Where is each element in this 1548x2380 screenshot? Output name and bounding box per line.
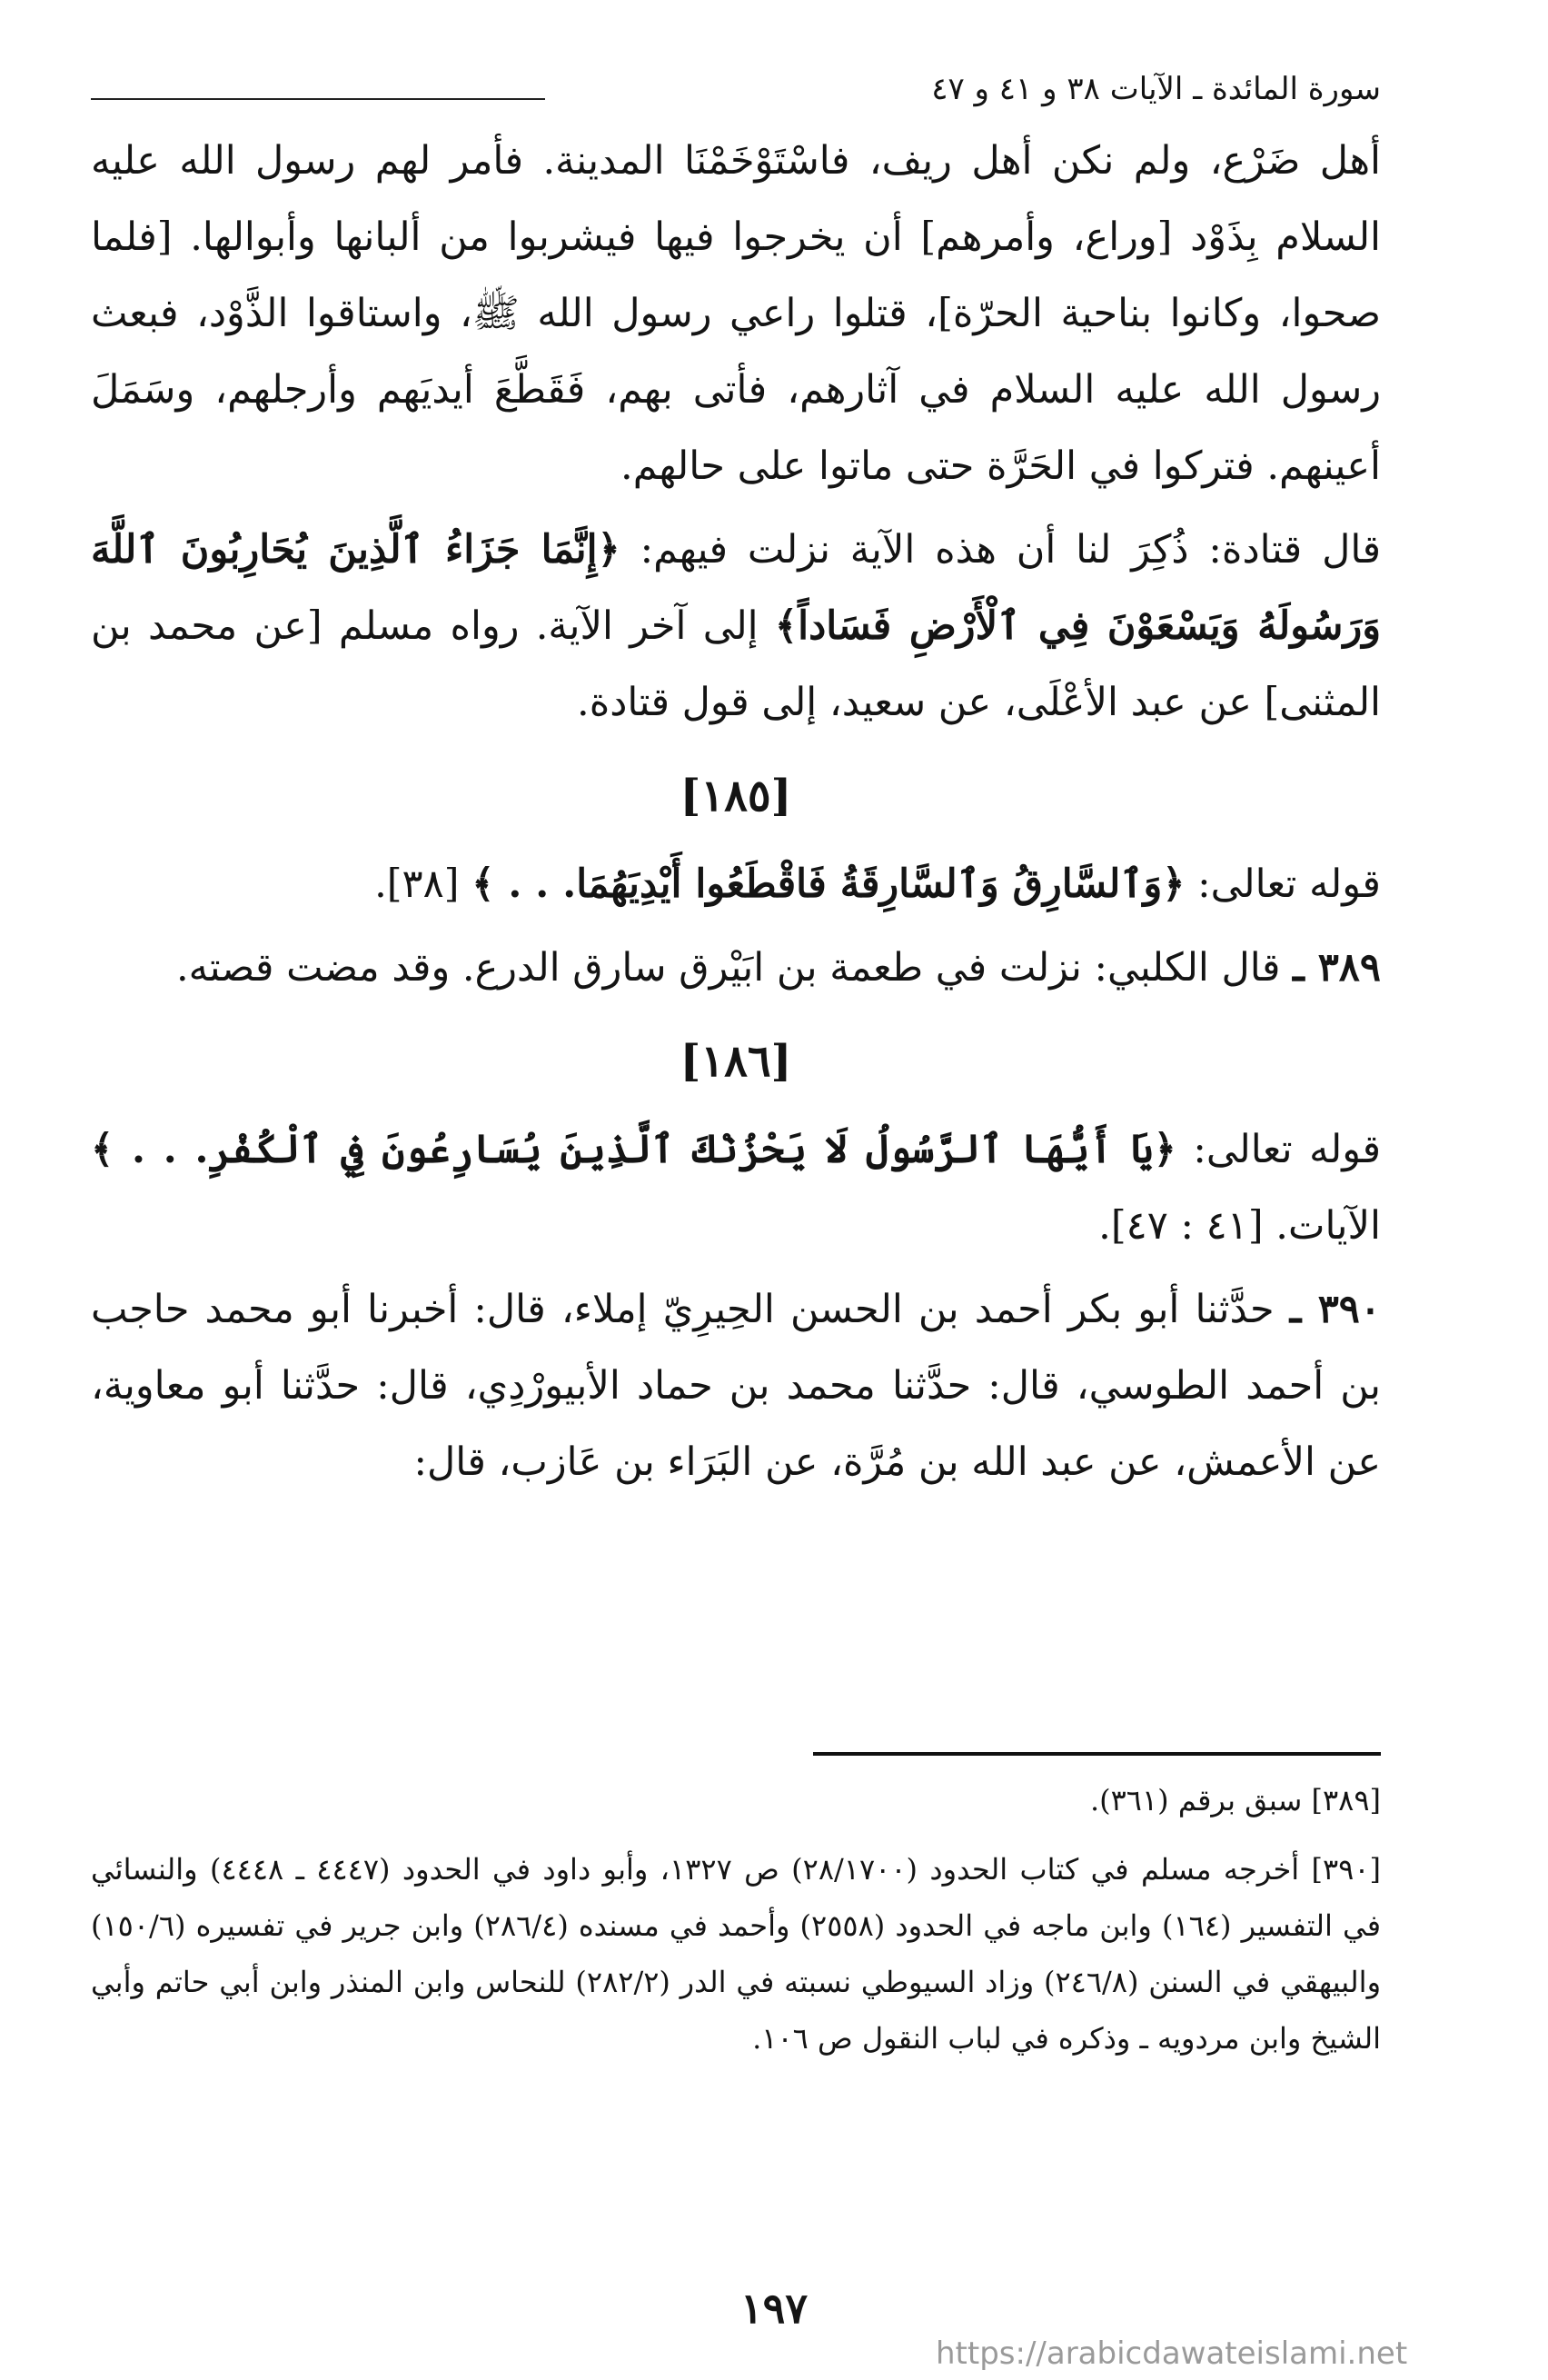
hadith-390-text: حدَّثنا أبو بكر أحمد بن الحسن الحِيرِيّ إملاء، قال: أخبرنا أبو محمد حاجب بن أحمد الطوسي، قال: حدَّثنا محمد بن حماد الأبيورْدِي، قال: حدَّثنا أبو معاوية، عن الأعمش، عن عبد الله بن مُرَّة، عن البَرَاء بن عَازب، قال: <box>91 1287 1381 1485</box>
paragraph-qatada <box>91 512 1381 741</box>
footnote-389: [٣٨٩] سبق برقم (٣٦١). <box>1089 1783 1381 1817</box>
qatada-tail: إلى آخر الآية. رواه مسلم [عن محمد بن المثنى] عن عبد الأعْلَى، عن سعيد، إلى قول قتادة. <box>91 603 1381 725</box>
hadith-number-390: ٣٩٠ ـ <box>1289 1287 1381 1332</box>
verse-38-intro: قوله تعالى: <box>1197 861 1381 907</box>
verse-41-intro: قوله تعالى: <box>1193 1127 1382 1172</box>
page-number: ١٩٧ <box>739 2284 809 2333</box>
paragraph-hadith-narrative: أهل ضَرْع، ولم نكن أهل ريف، فاسْتَوْخَمْنَا المدينة. فأمر لهم رسول الله عليه السلام بِذَوْد [وراع، وأمرهم] أن يخرجوا فيها فيشربوا من ألبانها وأبوالها. [فلما صحوا، وكانوا بناحية الحرّة]، قتلوا راعي رسول الله ﷺ، واستاقوا الذَّوْد، فبعث رسول الله عليه السلام في آثارهم، فأتى بهم، فَقَطَّعَ أيديَهم وأرجلهم، وسَمَلَ أعينهم. فتركوا في الحَرَّة حتى ماتوا على حالهم. <box>91 138 1381 489</box>
main-text <box>91 123 1381 1500</box>
paragraph-verse-38 <box>91 846 1381 922</box>
watermark-url: https://arabicdawateislami.net <box>936 2335 1408 2372</box>
qatada-intro: قال قتادة: ذُكِرَ لنا أن هذه الآية نزلت فيهم: <box>640 527 1381 573</box>
hadith-389-text: قال الكلبي: نزلت في طعمة بن ابَيْرق سارق الدرع. وقد مضت قصته. <box>175 945 1281 991</box>
footnote-rule <box>813 1752 1381 1756</box>
running-head <box>91 67 1381 122</box>
verse-41-ref: الآيات. [٤١ : ٤٧]. <box>1098 1203 1381 1249</box>
running-title: سورة المائدة ـ الآيات ٣٨ و ٤١ و ٤٧ <box>931 71 1381 107</box>
header-rule <box>91 98 545 100</box>
quran-verse-41: ﴿يَا أَيُّهَا ٱلرَّسُولُ لَا يَحْزُنْكَ ٱلَّذِينَ يُسَارِعُونَ فِي ٱلْكُفْرِ. . . ﴾ <box>91 1127 1176 1172</box>
paragraph-389 <box>91 930 1381 1006</box>
footnotes <box>91 1772 1381 2066</box>
hadith-number-389: ٣٨٩ ـ <box>1293 945 1381 991</box>
section-number-186: [١٨٦] <box>680 1036 792 1087</box>
paragraph-verse-41 <box>91 1111 1381 1264</box>
section-number-185: [١٨٥] <box>680 771 792 822</box>
footnote-390: [٣٩٠] أخرجه مسلم في كتاب الحدود (٢٨/١٧٠٠) ص ١٣٢٧، وأبو داود في الحدود (٤٤٤٧ ـ ٤٤٤٨) والنسائي في التفسير (١٦٤) وابن ماجه في الحدود (٢٥٥٨) وأحمد في مسنده (٢٨٦/٤) وابن جرير في تفسيره (١٥٠/٦) والبيهقي في السنن (٢٤٦/٨) وزاد السيوطي نسبته في الدر (٢٨٢/٢) للنحاس وابن المنذر وابن أبي حاتم وأبي الشيخ وابن مردويه ـ وذكره في لباب النقول ص ١٠٦. <box>91 1852 1382 2056</box>
paragraph-390 <box>91 1271 1381 1500</box>
verse-38-ref: [٣٨]. <box>374 861 460 907</box>
quran-verse-38: ﴿وَٱلسَّارِقُ وَٱلسَّارِقَةُ فَاقْطَعُوا أَيْدِيَهُمَا. . . ﴾ <box>471 861 1186 907</box>
quran-verse-hirabah: ﴿إِنَّمَا جَزَاءُ ٱلَّذِينَ يُحَارِبُونَ ٱللَّهَ وَرَسُولَهُ وَيَسْعَوْنَ فِي ٱلْأَرْضِ فَسَاداً﴾ <box>91 527 1381 649</box>
